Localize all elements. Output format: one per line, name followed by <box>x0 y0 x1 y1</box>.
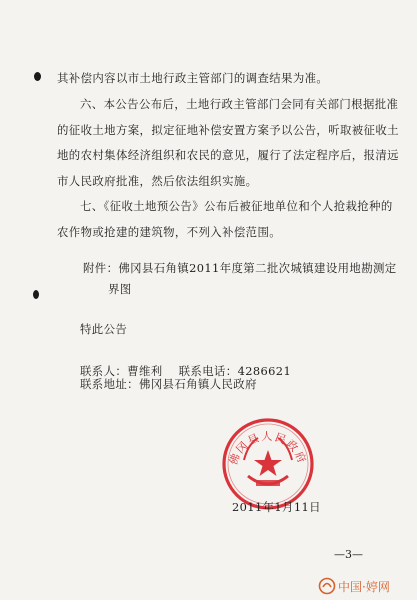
contact-line: 联系人：曹维利 联系电话：4286621 <box>80 364 292 378</box>
notice-text: 特此公告 <box>80 322 128 336</box>
site-watermark <box>318 576 414 596</box>
address-line: 联系地址：佛冈县石角镇人民政府 <box>80 377 257 391</box>
attachment-line-2: 界图 <box>108 282 132 296</box>
punch-mark-top <box>34 72 41 81</box>
watermark-logo-icon <box>318 577 336 595</box>
signature-date: 2011年1月11日 <box>232 500 321 514</box>
attachment-line-1: 附件：佛冈县石角镇2011年度第二批次城镇建设用地勘测定 <box>83 261 397 275</box>
page-number: —3— <box>334 548 363 561</box>
body-line-6: 七、《征收土地预公告》公布后被征地单位和个人抢栽抢种的 <box>80 199 393 213</box>
watermark-text: 中国·婷网 <box>338 580 390 594</box>
body-line-4: 地的农村集体经济组织和农民的意见，履行了法定程序后，报清远 <box>57 148 399 162</box>
body-line-2: 六、本公告公布后，土地行政主管部门会同有关部门根据批准 <box>80 97 399 111</box>
punch-mark-bottom <box>33 290 39 299</box>
seal-label: 佛冈县人民政府 <box>226 429 310 467</box>
body-line-7: 农作物或抢建的建筑物，不列入补偿范围。 <box>57 225 282 239</box>
body-line-1: 其补偿内容以市土地行政主管部门的调查结果为准。 <box>57 71 329 85</box>
official-seal <box>218 414 318 514</box>
body-line-3: 的征收土地方案，拟定征地补偿安置方案予以公告，听取被征收土 <box>57 123 399 137</box>
body-line-5: 市人民政府批准，然后依法组织实施。 <box>57 174 258 188</box>
